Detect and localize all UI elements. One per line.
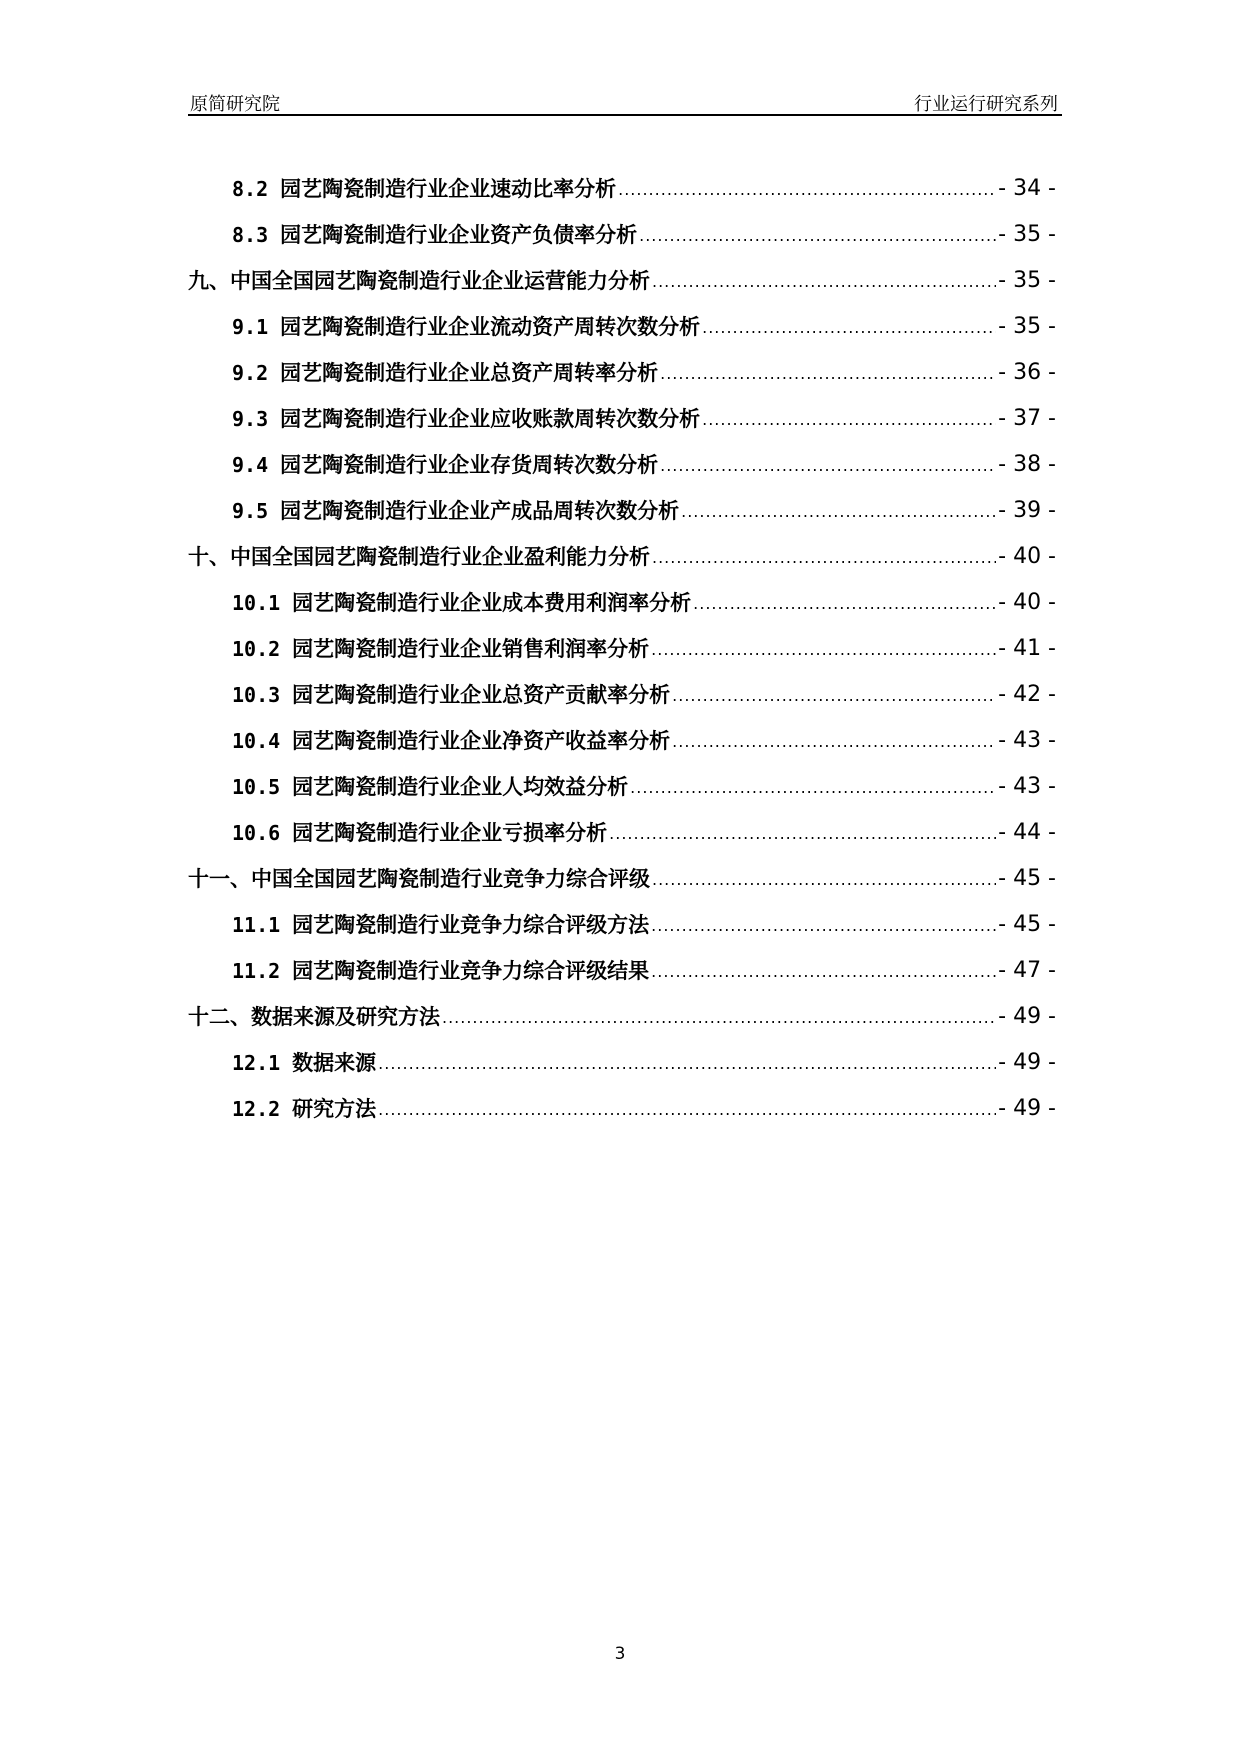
toc-dot-leader <box>651 956 996 986</box>
toc-entry-number: 12.1 <box>232 1051 281 1075</box>
toc-entry-number: 9.2 <box>232 361 269 385</box>
toc-dot-leader <box>630 772 996 802</box>
toc-entry-page: - 36 - <box>998 360 1056 385</box>
toc-entry-page: - 49 - <box>998 1096 1056 1121</box>
toc-entry-page: - 39 - <box>998 498 1056 523</box>
toc-entry[interactable] <box>188 580 1056 626</box>
toc-entry-page: - 47 - <box>998 958 1056 983</box>
toc-entry[interactable] <box>188 212 1056 258</box>
toc-entry-title: 园艺陶瓷制造行业企业亏损率分析 <box>292 821 608 845</box>
toc-entry-number: 10.5 <box>232 775 281 799</box>
toc-entry-page: - 41 - <box>998 636 1056 661</box>
toc-entry-page: - 37 - <box>998 406 1056 431</box>
toc-entry-title: 园艺陶瓷制造行业企业成本费用利润率分析 <box>292 591 692 615</box>
toc-entry-page: - 34 - <box>998 176 1056 201</box>
toc-entry-title: 园艺陶瓷制造行业企业资产负债率分析 <box>280 223 638 247</box>
toc-entry[interactable] <box>188 994 1056 1040</box>
toc-entry-title: 园艺陶瓷制造行业企业总资产周转率分析 <box>280 361 659 385</box>
toc-entry[interactable] <box>188 442 1056 488</box>
toc-entry-page: - 49 - <box>998 1050 1056 1075</box>
toc-dot-leader <box>672 680 996 710</box>
toc-entry-title: 园艺陶瓷制造行业企业速动比率分析 <box>280 177 617 201</box>
toc-entry-title: 园艺陶瓷制造行业竞争力综合评级结果 <box>292 959 650 983</box>
toc-entry-number: 10.6 <box>232 821 281 845</box>
toc-entry-number: 10.3 <box>232 683 281 707</box>
toc-entry-page: - 40 - <box>998 590 1056 615</box>
page-header <box>188 84 1062 114</box>
toc-entry[interactable] <box>188 534 1056 580</box>
toc-entry-number: 8.3 <box>232 223 269 247</box>
toc-entry-page: - 49 - <box>998 1004 1056 1029</box>
toc-entry-title: 园艺陶瓷制造行业企业人均效益分析 <box>292 775 629 799</box>
toc-entry[interactable] <box>188 1040 1056 1086</box>
page-number: 3 <box>614 1644 626 1664</box>
toc-entry[interactable] <box>188 258 1056 304</box>
table-of-contents <box>188 166 1056 1132</box>
toc-entry-title: 十、中国全国园艺陶瓷制造行业企业盈利能力分析 <box>188 545 650 569</box>
toc-dot-leader <box>652 542 996 572</box>
toc-entry-number: 10.2 <box>232 637 281 661</box>
toc-entry[interactable] <box>188 672 1056 718</box>
toc-entry-number: 11.2 <box>232 959 281 983</box>
toc-dot-leader <box>702 312 996 342</box>
toc-dot-leader <box>652 266 996 296</box>
toc-dot-leader <box>378 1094 996 1124</box>
toc-entry-title: 十二、数据来源及研究方法 <box>188 1005 440 1029</box>
toc-entry-page: - 42 - <box>998 682 1056 707</box>
toc-entry[interactable] <box>188 764 1056 810</box>
toc-entry-title: 园艺陶瓷制造行业企业应收账款周转次数分析 <box>280 407 701 431</box>
toc-entry-title: 园艺陶瓷制造行业企业产成品周转次数分析 <box>280 499 680 523</box>
toc-entry-page: - 45 - <box>998 866 1056 891</box>
toc-entry[interactable] <box>188 304 1056 350</box>
toc-entry-page: - 35 - <box>998 268 1056 293</box>
toc-dot-leader <box>660 450 996 480</box>
toc-entry-title: 园艺陶瓷制造行业企业总资产贡献率分析 <box>292 683 671 707</box>
toc-entry[interactable] <box>188 810 1056 856</box>
header-divider <box>188 114 1062 116</box>
header-series-name: 行业运行研究系列 <box>914 94 1058 114</box>
toc-entry-number: 12.2 <box>232 1097 281 1121</box>
toc-entry-page: - 43 - <box>998 728 1056 753</box>
toc-dot-leader <box>609 818 996 848</box>
toc-entry-number: 11.1 <box>232 913 281 937</box>
toc-dot-leader <box>651 910 996 940</box>
toc-entry-title: 九、中国全国园艺陶瓷制造行业企业运营能力分析 <box>188 269 650 293</box>
toc-entry-title: 园艺陶瓷制造行业企业流动资产周转次数分析 <box>280 315 701 339</box>
toc-entry-page: - 44 - <box>998 820 1056 845</box>
toc-entry-page: - 35 - <box>998 222 1056 247</box>
toc-entry-page: - 38 - <box>998 452 1056 477</box>
toc-dot-leader <box>651 634 996 664</box>
toc-dot-leader <box>442 1002 996 1032</box>
toc-entry-page: - 43 - <box>998 774 1056 799</box>
toc-entry[interactable] <box>188 902 1056 948</box>
toc-entry-title: 数据来源 <box>292 1051 377 1075</box>
toc-entry[interactable] <box>188 396 1056 442</box>
toc-entry[interactable] <box>188 166 1056 212</box>
toc-entry-page: - 35 - <box>998 314 1056 339</box>
toc-dot-leader <box>639 220 996 250</box>
toc-entry-number: 10.4 <box>232 729 281 753</box>
toc-entry[interactable] <box>188 626 1056 672</box>
header-org-name: 原简研究院 <box>190 94 280 114</box>
toc-dot-leader <box>378 1048 996 1078</box>
toc-entry-page: - 40 - <box>998 544 1056 569</box>
toc-entry-number: 9.4 <box>232 453 269 477</box>
toc-entry-title: 园艺陶瓷制造行业企业存货周转次数分析 <box>280 453 659 477</box>
toc-dot-leader <box>681 496 996 526</box>
toc-entry-number: 9.5 <box>232 499 269 523</box>
toc-dot-leader <box>652 864 996 894</box>
toc-entry-title: 园艺陶瓷制造行业企业销售利润率分析 <box>292 637 650 661</box>
toc-entry[interactable] <box>188 488 1056 534</box>
toc-entry-title: 园艺陶瓷制造行业企业净资产收益率分析 <box>292 729 671 753</box>
toc-entry[interactable] <box>188 1086 1056 1132</box>
toc-entry-number: 9.1 <box>232 315 269 339</box>
toc-entry-title: 研究方法 <box>292 1097 377 1121</box>
toc-dot-leader <box>693 588 996 618</box>
toc-dot-leader <box>618 174 996 204</box>
toc-dot-leader <box>660 358 996 388</box>
toc-entry-number: 8.2 <box>232 177 269 201</box>
toc-entry[interactable] <box>188 718 1056 764</box>
toc-entry-title: 十一、中国全国园艺陶瓷制造行业竞争力综合评级 <box>188 867 650 891</box>
toc-entry-title: 园艺陶瓷制造行业竞争力综合评级方法 <box>292 913 650 937</box>
toc-dot-leader <box>672 726 996 756</box>
toc-dot-leader <box>702 404 996 434</box>
toc-entry[interactable] <box>188 350 1056 396</box>
toc-entry[interactable] <box>188 856 1056 902</box>
toc-entry[interactable] <box>188 948 1056 994</box>
toc-entry-number: 9.3 <box>232 407 269 431</box>
toc-entry-number: 10.1 <box>232 591 281 615</box>
toc-entry-page: - 45 - <box>998 912 1056 937</box>
